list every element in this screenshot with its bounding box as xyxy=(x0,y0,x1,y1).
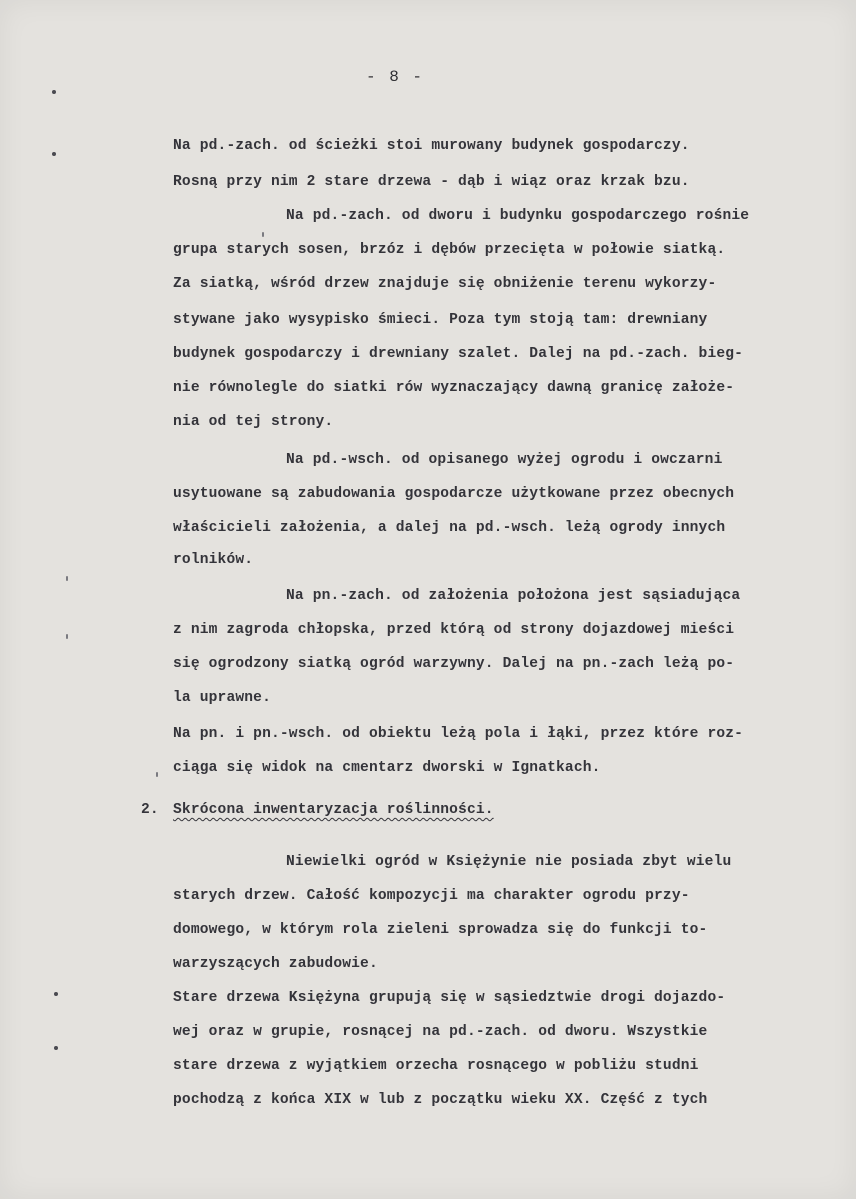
text-line: wej oraz w grupie, rosnącej na pd.-zach. od dworu. Wszystkie xyxy=(173,1024,708,1040)
text-line: rolników. xyxy=(173,552,254,568)
text-line: la uprawne. xyxy=(173,690,271,706)
text-line: Na pd.-zach. od dworu i budynku gospodarczego rośnie xyxy=(286,208,750,224)
page-number: - 8 - xyxy=(365,68,424,86)
text-line: grupa starych sosen, brzóz i dębów przecięta w połowie siatką. xyxy=(173,242,726,258)
margin-mark xyxy=(52,90,56,94)
text-line: warzyszących zabudowie. xyxy=(173,956,378,972)
margin-mark xyxy=(54,992,58,996)
text-line: Rosną przy nim 2 stare drzewa - dąb i wiąz oraz krzak bzu. xyxy=(173,174,690,190)
margin-mark xyxy=(54,1046,58,1050)
text-line: Na pd.-zach. od ścieżki stoi murowany budynek gospodarczy. xyxy=(173,138,690,154)
margin-mark xyxy=(52,152,56,156)
text-line: stare drzewa z wyjątkiem orzecha rosnącego w pobliżu studni xyxy=(173,1058,699,1074)
margin-mark xyxy=(156,772,158,777)
text-line: właścicieli założenia, a dalej na pd.-wsch. leżą ogrody innych xyxy=(173,520,726,536)
text-line: ciąga się widok na cmentarz dworski w Ignatkach. xyxy=(173,760,601,776)
text-line: Stare drzewa Księżyna grupują się w sąsiedztwie drogi dojazdo- xyxy=(173,990,726,1006)
text-line: nie równolegle do siatki rów wyznaczający dawną granicę założe- xyxy=(173,380,735,396)
text-line: Na pn. i pn.-wsch. od obiektu leżą pola i łąki, przez które roz- xyxy=(173,726,744,742)
text-line: nia od tej strony. xyxy=(173,414,334,430)
text-line: budynek gospodarczy i drewniany szalet. Dalej na pd.-zach. bieg- xyxy=(173,346,744,362)
text-line: Niewielki ogród w Księżynie nie posiada zbyt wielu xyxy=(286,854,732,870)
text-line: domowego, w którym rola zieleni sprowadza się do funkcji to- xyxy=(173,922,708,938)
margin-mark xyxy=(66,576,68,581)
text-line: Na pn.-zach. od założenia położona jest sąsiadująca xyxy=(286,588,741,604)
section-heading: Skrócona inwentaryzacja roślinności. xyxy=(173,802,494,818)
text-line: usytuowane są zabudowania gospodarcze użytkowane przez obecnych xyxy=(173,486,735,502)
text-line: Za siatką, wśród drzew znajduje się obniżenie terenu wykorzy- xyxy=(173,276,717,292)
margin-mark xyxy=(262,232,264,237)
text-line: pochodzą z końca XIX w lub z początku wieku XX. Część z tych xyxy=(173,1092,708,1108)
text-line: Na pd.-wsch. od opisanego wyżej ogrodu i owczarni xyxy=(286,452,723,468)
text-line: z nim zagroda chłopska, przed którą od strony dojazdowej mieści xyxy=(173,622,735,638)
text-line: się ogrodzony siatką ogród warzywny. Dalej na pn.-zach leżą po- xyxy=(173,656,735,672)
text-line: starych drzew. Całość kompozycji ma charakter ogrodu przy- xyxy=(173,888,690,904)
text-line: stywane jako wysypisko śmieci. Poza tym stoją tam: drewniany xyxy=(173,312,708,328)
margin-mark xyxy=(66,634,68,639)
section-number: 2. xyxy=(141,802,159,818)
